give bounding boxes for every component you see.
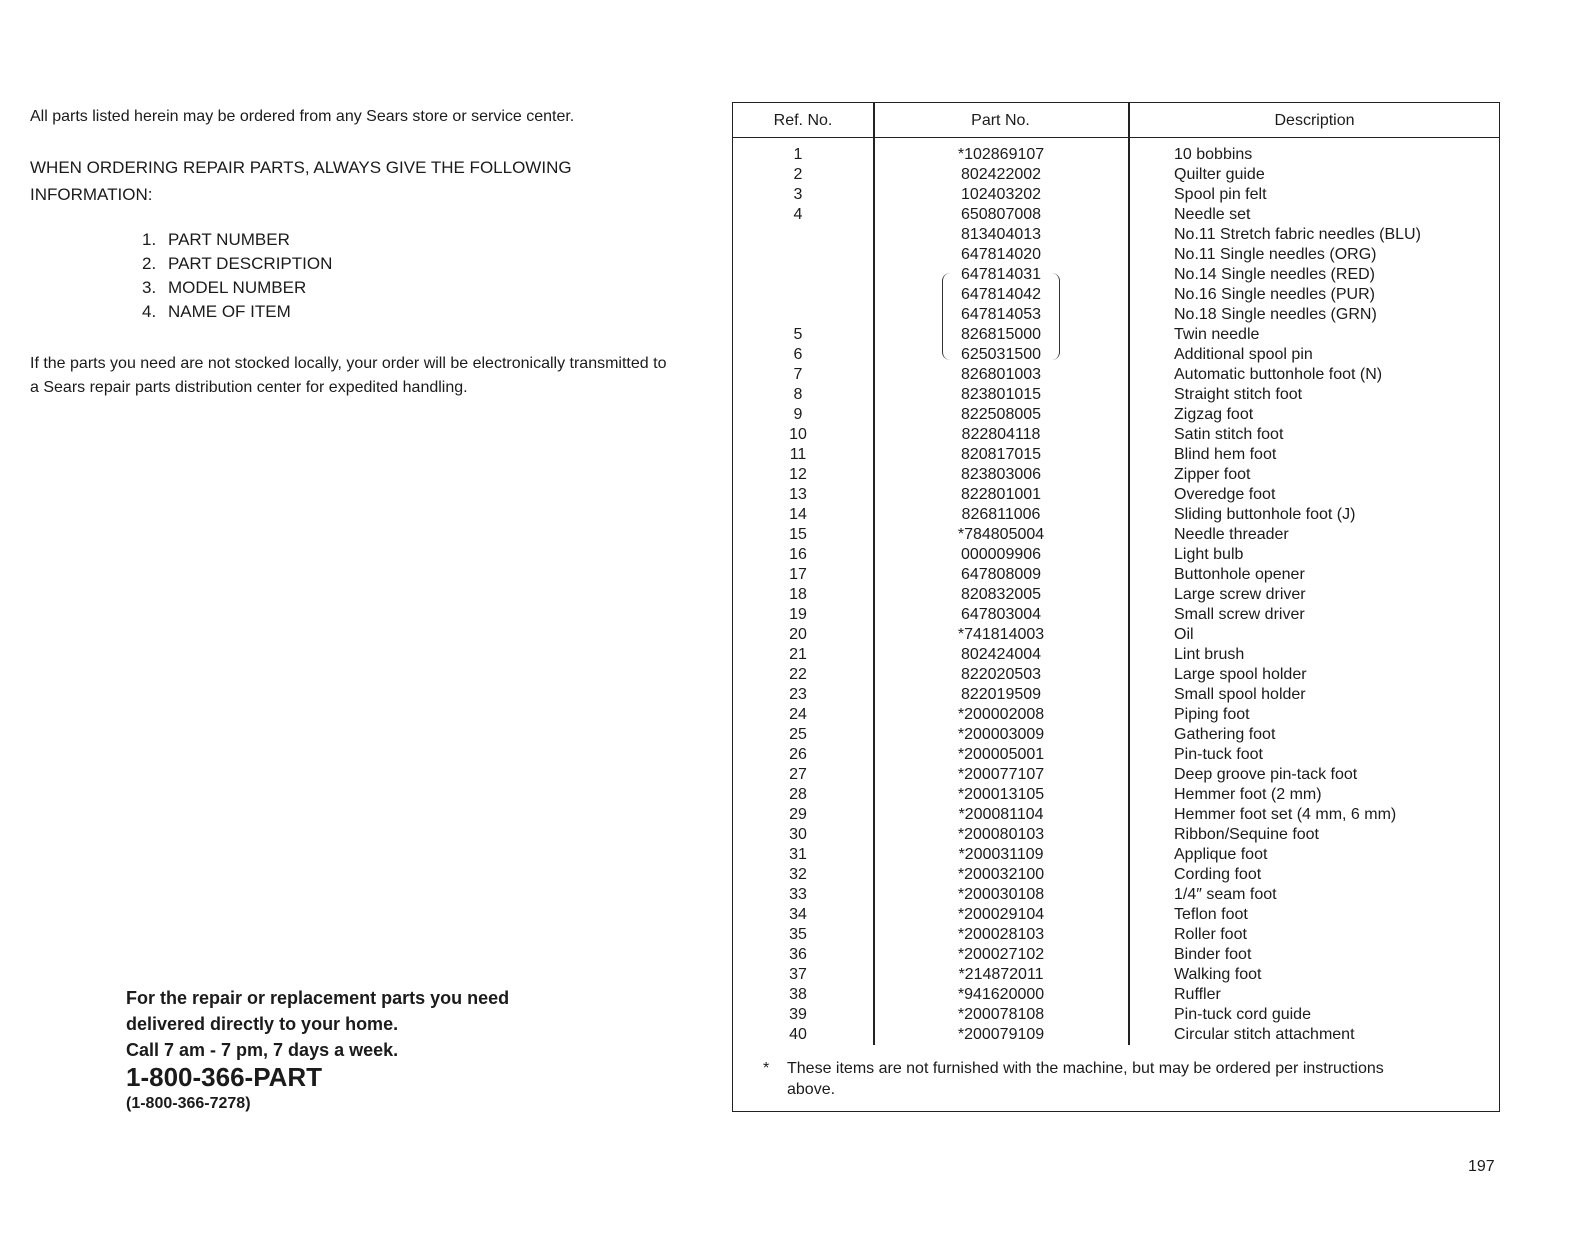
table-row [733, 465, 1499, 485]
table-body [733, 145, 1499, 1045]
part-no-cell: *200003009 [957, 726, 1045, 743]
ref-no-cell: 36 [789, 946, 807, 963]
table-row [733, 285, 1499, 305]
part-no-cell: 647803004 [960, 606, 1042, 623]
ref-no-cell: 6 [793, 346, 803, 363]
description-cell: Binder foot [1174, 946, 1252, 963]
ref-no-cell: 22 [789, 666, 807, 683]
list-item: 2. PART DESCRIPTION [142, 254, 333, 273]
part-no-cell: *200032100 [957, 866, 1045, 883]
table-row [733, 605, 1499, 625]
table-row [733, 385, 1499, 405]
description-cell: Twin needle [1174, 326, 1260, 343]
table-row [733, 785, 1499, 805]
list-item: 1. PART NUMBER [142, 230, 290, 249]
table-row [733, 365, 1499, 385]
ref-no-cell: 23 [789, 686, 807, 703]
part-no-cell: 813404013 [960, 226, 1042, 243]
description-cell: Lint brush [1174, 646, 1245, 663]
ref-no-cell: 16 [789, 546, 807, 563]
description-cell: Walking foot [1174, 966, 1262, 983]
description-cell: Needle set [1174, 206, 1251, 223]
description-cell: Additional spool pin [1174, 346, 1313, 363]
description-cell: Ruffler [1174, 986, 1221, 1003]
part-no-cell: *200013105 [957, 786, 1045, 803]
footnote-mark: * [763, 1060, 770, 1077]
table-row [733, 585, 1499, 605]
phone-number-alt: (1-800-366-7278) [126, 1095, 251, 1112]
table-row [733, 225, 1499, 245]
ordering-list [142, 228, 670, 324]
page-number: 197 [1468, 1158, 1495, 1175]
table-row [733, 845, 1499, 865]
call-line-2: delivered directly to your home. [126, 1014, 399, 1034]
description-cell: Pin-tuck foot [1174, 746, 1263, 763]
ref-no-cell: 17 [789, 566, 807, 583]
table-header [733, 103, 1499, 138]
part-no-cell: *200079109 [957, 1026, 1045, 1043]
ref-no-cell: 12 [789, 466, 807, 483]
ref-no-cell: 24 [789, 706, 807, 723]
description-cell: Zigzag foot [1174, 406, 1254, 423]
table-row [733, 245, 1499, 265]
part-no-cell: 823801015 [960, 386, 1042, 403]
ref-no-cell: 38 [789, 986, 807, 1003]
description-cell: Large spool holder [1174, 666, 1307, 683]
description-cell: Cording foot [1174, 866, 1262, 883]
ref-no-cell: 35 [789, 926, 807, 943]
table-row [733, 865, 1499, 885]
description-cell: 1/4″ seam foot [1174, 886, 1277, 903]
description-cell: Large screw driver [1174, 586, 1306, 603]
header-part-no: Part No. [971, 112, 1030, 129]
table-row [733, 525, 1499, 545]
part-no-cell: *941620000 [957, 986, 1045, 1003]
description-cell: Quilter guide [1174, 166, 1265, 183]
part-no-cell: *784805004 [957, 526, 1045, 543]
part-no-cell: 102403202 [960, 186, 1042, 203]
description-cell: Oil [1174, 626, 1194, 643]
table-row [733, 205, 1499, 225]
table-row [733, 965, 1499, 985]
ref-no-cell: 11 [789, 446, 807, 463]
part-no-cell: *200002008 [957, 706, 1045, 723]
description-cell: Blind hem foot [1174, 446, 1277, 463]
part-no-cell: *200080103 [957, 826, 1045, 843]
part-no-cell: 822508005 [960, 406, 1042, 423]
table-row [733, 165, 1499, 185]
table-row [733, 725, 1499, 745]
part-no-cell: 650807008 [960, 206, 1042, 223]
ref-no-cell: 32 [789, 866, 807, 883]
description-cell: Teflon foot [1174, 906, 1248, 923]
description-cell: 10 bobbins [1174, 146, 1253, 163]
table-row [733, 345, 1499, 365]
table-row [733, 765, 1499, 785]
part-no-cell: 647814031 [960, 266, 1042, 283]
ref-no-cell: 15 [789, 526, 807, 543]
ref-no-cell: 30 [789, 826, 807, 843]
ref-no-cell: 13 [789, 486, 807, 503]
ref-no-cell: 27 [789, 766, 807, 783]
table-row [733, 145, 1499, 165]
description-cell: No.11 Stretch fabric needles (BLU) [1174, 226, 1421, 243]
part-no-cell: 822020503 [960, 666, 1042, 683]
part-no-cell: *200081104 [958, 806, 1044, 823]
table-row [733, 305, 1499, 325]
description-cell: Sliding buttonhole foot (J) [1174, 506, 1356, 523]
description-cell: Small spool holder [1174, 686, 1306, 703]
part-no-cell: *200030108 [957, 886, 1045, 903]
part-no-cell: *200005001 [957, 746, 1045, 763]
table-row [733, 985, 1499, 1005]
part-no-cell: 647808009 [960, 566, 1042, 583]
table-row [733, 925, 1499, 945]
part-no-cell: *214872011 [958, 966, 1044, 983]
table-row [733, 505, 1499, 525]
part-no-cell: 826815000 [960, 326, 1042, 343]
part-no-cell: 802422002 [960, 166, 1042, 183]
table-row [733, 625, 1499, 645]
table-row [733, 905, 1499, 925]
description-cell: No.11 Single needles (ORG) [1174, 246, 1377, 263]
table-row [733, 805, 1499, 825]
ref-no-cell: 3 [793, 186, 803, 203]
table-row [733, 265, 1499, 285]
description-cell: Small screw driver [1174, 606, 1305, 623]
table-row [733, 405, 1499, 425]
description-cell: No.18 Single needles (GRN) [1174, 306, 1377, 323]
part-no-cell: 647814042 [960, 286, 1042, 303]
part-no-cell: *200077107 [957, 766, 1045, 783]
description-cell: Light bulb [1174, 546, 1244, 563]
table-row [733, 645, 1499, 665]
ref-no-cell: 37 [789, 966, 807, 983]
description-cell: Pin-tuck cord guide [1174, 1006, 1311, 1023]
part-no-cell: 000009906 [960, 546, 1042, 563]
part-no-cell: *741814003 [957, 626, 1045, 643]
ref-no-cell: 4 [793, 206, 803, 223]
ref-no-cell: 29 [789, 806, 807, 823]
part-no-cell: *200028103 [957, 926, 1045, 943]
ref-no-cell: 21 [789, 646, 807, 663]
part-no-cell: 826801003 [960, 366, 1042, 383]
part-no-cell: 802424004 [960, 646, 1042, 663]
table-row [733, 445, 1499, 465]
description-cell: Deep groove pin-tack foot [1174, 766, 1358, 783]
header-ref-no: Ref. No. [773, 112, 833, 129]
ref-no-cell: 1 [793, 146, 803, 163]
table-row [733, 685, 1499, 705]
table-row [733, 1005, 1499, 1025]
description-cell: Roller foot [1174, 926, 1247, 943]
description-cell: Automatic buttonhole foot (N) [1174, 366, 1383, 383]
description-cell: Circular stitch attachment [1174, 1026, 1355, 1043]
list-item: 4. NAME OF ITEM [142, 302, 291, 321]
description-cell: Piping foot [1174, 706, 1250, 723]
part-no-cell: 822801001 [960, 486, 1042, 503]
ref-no-cell: 25 [789, 726, 807, 743]
ref-no-cell: 18 [789, 586, 807, 603]
table-row [733, 545, 1499, 565]
part-no-cell: 826811006 [961, 506, 1041, 523]
phone-number: 1-800-366-PART [126, 1062, 323, 1092]
part-no-cell: 625031500 [960, 346, 1042, 363]
table-row [733, 825, 1499, 845]
description-cell: Hemmer foot (2 mm) [1174, 786, 1322, 803]
ref-no-cell: 14 [789, 506, 807, 523]
ref-no-cell: 39 [789, 1006, 807, 1023]
ref-no-cell: 2 [793, 166, 803, 183]
footnote-text: These items are not furnished with the machine, but may be ordered per instructions above. [787, 1060, 1384, 1098]
ref-no-cell: 10 [789, 426, 807, 443]
description-cell: Satin stitch foot [1174, 426, 1284, 443]
intro-text: All parts listed herein may be ordered from any Sears store or service center. [30, 108, 575, 125]
table-row [733, 665, 1499, 685]
ref-no-cell: 28 [789, 786, 807, 803]
description-cell: Spool pin felt [1174, 186, 1267, 203]
part-no-cell: 820817015 [960, 446, 1042, 463]
part-no-cell: 823803006 [960, 466, 1042, 483]
ref-no-cell: 8 [793, 386, 803, 403]
header-description: Description [1274, 112, 1355, 129]
description-cell: Zipper foot [1174, 466, 1251, 483]
description-cell: Applique foot [1174, 846, 1268, 863]
description-cell: Overedge foot [1174, 486, 1276, 503]
description-cell: No.16 Single needles (PUR) [1174, 286, 1375, 303]
description-cell: Hemmer foot set (4 mm, 6 mm) [1174, 806, 1397, 823]
ref-no-cell: 34 [789, 906, 807, 923]
description-cell: Ribbon/Sequine foot [1174, 826, 1319, 843]
ref-no-cell: 5 [793, 326, 803, 343]
table-row [733, 425, 1499, 445]
call-line-3: Call 7 am - 7 pm, 7 days a week. [126, 1040, 399, 1060]
table-row [733, 945, 1499, 965]
table-row [733, 745, 1499, 765]
part-no-cell: *102869107 [957, 146, 1045, 163]
table-row [733, 185, 1499, 205]
description-cell: Gathering foot [1174, 726, 1276, 743]
part-no-cell: 647814020 [960, 246, 1042, 263]
ref-no-cell: 7 [793, 366, 803, 383]
part-no-cell: *200029104 [957, 906, 1045, 923]
part-no-cell: *200078108 [957, 1006, 1045, 1023]
ref-no-cell: 26 [789, 746, 807, 763]
part-no-cell: *200027102 [957, 946, 1045, 963]
stock-note: If the parts you need are not stocked locally, your order will be electronically transmitted to a Sears repair parts distribution center for expedited handling. [30, 355, 667, 396]
ref-no-cell: 20 [789, 626, 807, 643]
table-row [733, 485, 1499, 505]
description-cell: Needle threader [1174, 526, 1289, 543]
ref-no-cell: 9 [793, 406, 803, 423]
part-no-cell: 822019509 [960, 686, 1042, 703]
call-info [126, 985, 509, 1117]
table-row [733, 565, 1499, 585]
table-row [733, 325, 1499, 345]
call-line-1: For the repair or replacement parts you need [126, 988, 510, 1008]
description-cell: Straight stitch foot [1174, 386, 1303, 403]
ref-no-cell: 31 [789, 846, 807, 863]
list-item: 3. MODEL NUMBER [142, 278, 307, 297]
part-no-cell: 820832005 [960, 586, 1042, 603]
part-no-cell: 647814053 [960, 306, 1042, 323]
parts-table [732, 102, 1500, 1112]
description-cell: Buttonhole opener [1174, 566, 1305, 583]
part-no-cell: *200031109 [958, 846, 1044, 863]
ordering-instructions [30, 100, 670, 400]
ref-no-cell: 40 [789, 1026, 807, 1043]
ordering-heading: WHEN ORDERING REPAIR PARTS, ALWAYS GIVE THE FOLLOWING INFORMATION: [30, 158, 572, 204]
description-cell: No.14 Single needles (RED) [1174, 266, 1375, 283]
ref-no-cell: 33 [789, 886, 807, 903]
part-no-cell: 822804118 [961, 426, 1041, 443]
table-row [733, 1025, 1499, 1045]
table-row [733, 885, 1499, 905]
table-row [733, 705, 1499, 725]
ref-no-cell: 19 [789, 606, 807, 623]
